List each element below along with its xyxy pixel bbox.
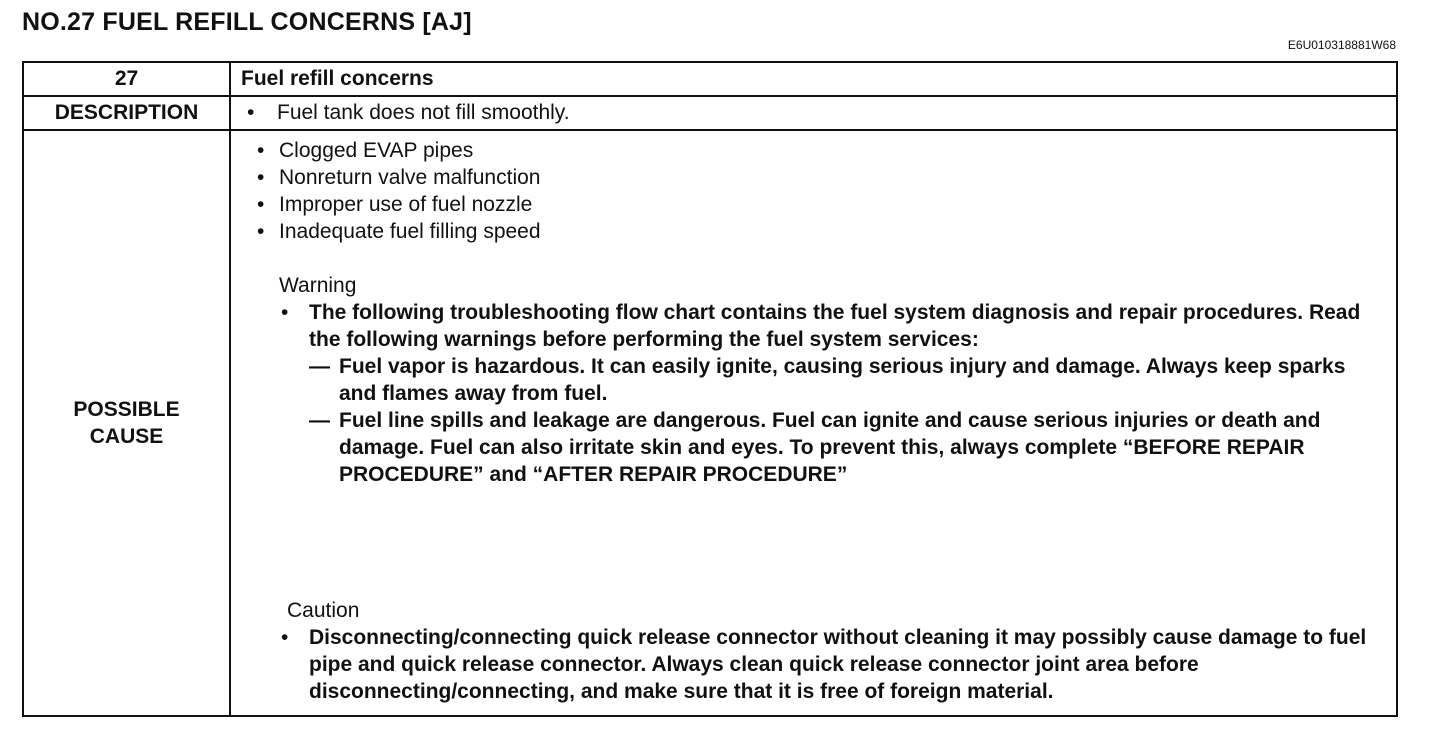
- caution-text: • Disconnecting/connecting quick release connector without cleaning it may possibly cause damage to fuel pipe and quick release connector. Always clean quick release connector joint area before disconnecting/connecting, and make sure that it is free of foreign material.: [247, 624, 1380, 705]
- list-item: • Improper use of fuel nozzle: [247, 191, 1380, 218]
- list-item: • Clogged EVAP pipes: [247, 137, 1380, 164]
- cause-list: [247, 137, 1380, 245]
- warning-item: [247, 353, 1380, 407]
- troubleshooting-table: [22, 61, 1398, 717]
- dash-icon: —: [309, 355, 330, 378]
- concern-title: Fuel refill concerns: [230, 62, 1397, 96]
- dash-icon: —: [309, 409, 330, 432]
- concern-number: 27: [23, 62, 230, 96]
- possible-cause-row: [23, 130, 1397, 716]
- description-row: [23, 96, 1397, 130]
- list-item: • Inadequate fuel filling speed: [247, 218, 1380, 245]
- description-cell: [230, 96, 1397, 130]
- possible-cause-label-line2: CAUSE: [89, 425, 164, 448]
- page-title: NO.27 FUEL REFILL CONCERNS [AJ]: [22, 8, 472, 36]
- possible-cause-label-line1: POSSIBLE: [73, 398, 180, 421]
- caution-heading: Caution: [287, 599, 360, 622]
- bullet-icon: •: [247, 101, 255, 124]
- warning-item: [247, 407, 1380, 488]
- warning-item-text: Fuel line spills and leakage are dangerous. Fuel can ignite and cause serious injuries or death and damage. Fuel can also irritate skin and eyes. To prevent this, always complete “BEFORE REPAIR PROCEDURE” and “AFTER REPAIR PROCEDURE”: [339, 409, 1321, 486]
- caution-block: [247, 597, 1380, 705]
- description-label: DESCRIPTION: [23, 96, 230, 130]
- description-text: Fuel tank does not fill smoothly.: [277, 101, 570, 124]
- possible-cause-cell: [230, 130, 1397, 716]
- list-item: • Nonreturn valve malfunction: [247, 164, 1380, 191]
- document-code: E6U010318881W68: [1287, 38, 1396, 52]
- table-header-row: [23, 62, 1397, 96]
- warning-item-text: Fuel vapor is hazardous. It can easily ignite, causing serious injury and damage. Always keep sparks and flames away from fuel.: [339, 355, 1346, 405]
- possible-cause-label: [23, 130, 230, 716]
- warning-text: • The following troubleshooting flow chart contains the fuel system diagnosis and repair procedures. Read the following warnings before performing the fuel system services:: [247, 299, 1380, 353]
- warning-heading: Warning: [279, 274, 357, 297]
